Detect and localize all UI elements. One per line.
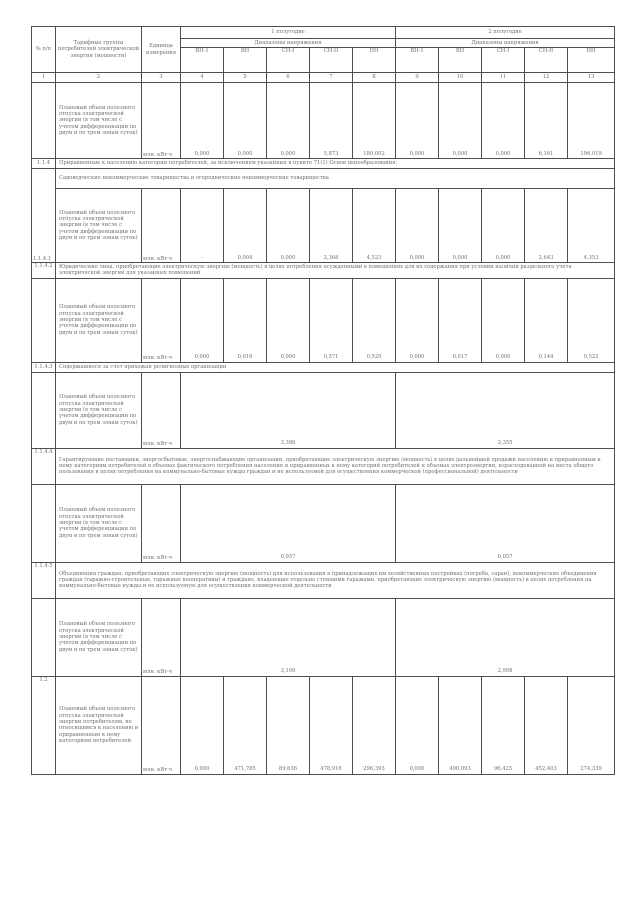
table-row <box>32 372 615 448</box>
value-cell: 452,403 <box>525 676 568 774</box>
second-half-header: 2 полугодие <box>396 27 615 39</box>
value-cell: 2,643 <box>525 189 568 263</box>
voltage-range-header: Диапазоны напряжения <box>396 39 615 48</box>
row-number: 1.1.4.4 <box>32 448 56 484</box>
section-title: Гарантирующие поставщики, энергосбытовые, энергоснабжающие организации, приобретающие электрическую энергию (мощность) в целях дальнейшей продажи населению и приравненным к нему категориям потребителей в объемах фактического потребления населения и приравненных к нему категорий потребителей и объемах электроэнергии, израсходованной на места общего пользования в целях потребления на коммунально-бытовые нужды граждан и не используемой для осуществления коммерческой (профессиональной) деятельности <box>56 448 615 484</box>
column-number: 4 <box>181 73 224 83</box>
indicator-description: Плановый объем полезного отпуска электрической энергии потребителям, не относящимся к населению и приравненным к нему категориям потребителей <box>56 676 142 774</box>
column-number: 7 <box>310 73 353 83</box>
value-cell: 0,000 <box>267 278 310 362</box>
value-cell: 0,000 <box>439 83 482 159</box>
value-cell: 5,873 <box>310 83 353 159</box>
column-number: 6 <box>267 73 310 83</box>
voltage-level-header: ВН <box>224 48 267 73</box>
unit-cell: млн. кВт·ч <box>142 484 181 562</box>
column-number: 10 <box>439 73 482 83</box>
column-number: 1 <box>32 73 56 83</box>
value-cell: 274,339 <box>568 676 615 774</box>
section-row <box>32 362 615 372</box>
value-cell: 2,368 <box>310 189 353 263</box>
voltage-level-header: ВН-1 <box>396 48 439 73</box>
indicator-description: Плановый объем полезного отпуска электрической энергии (в том числе с учетом дифференциации по двум и по трем зонам суток) <box>56 189 142 263</box>
value-cell: 0,000 <box>396 189 439 263</box>
value-cell: 0,000 <box>224 83 267 159</box>
value-cell: 0,000 <box>267 189 310 263</box>
value-cell: 0,000 <box>439 189 482 263</box>
col-unit-header: Единица измерения <box>142 27 181 73</box>
row-number: 1.1.4.5 <box>32 562 56 598</box>
value-cell: 296,393 <box>353 676 396 774</box>
column-number: 8 <box>353 73 396 83</box>
row-number: 1.1.4.3 <box>32 362 56 372</box>
section-title: Юридические лица, приобретающие электрическую энергию (мощность) в целях потребления осужденными в помещениях для их содержания при условии наличия раздельного учета электрической энергии для указанных помещений <box>56 263 615 279</box>
value-cell: 0,144 <box>525 278 568 362</box>
voltage-range-header: Диапазоны напряжения <box>181 39 396 48</box>
value-cell: 0,000 <box>396 278 439 362</box>
table-row <box>32 83 615 159</box>
unit-cell: млн. кВт·ч <box>142 189 181 263</box>
table-row <box>32 484 615 562</box>
value-cell: 0,000 <box>181 278 224 362</box>
value-cell: 6,161 <box>525 83 568 159</box>
first-half-header: 1 полугодие <box>181 27 396 39</box>
unit-cell: млн. кВт·ч <box>142 676 181 774</box>
value-cell: 4,353 <box>568 189 615 263</box>
indicator-description: Плановый объем полезного отпуска электрической энергии (в том числе с учетом дифференциации по двум и по трем зонам суток) <box>56 278 142 362</box>
value-cell: 0,004 <box>224 189 267 263</box>
value-cell: 89,636 <box>267 676 310 774</box>
column-number: 13 <box>568 73 615 83</box>
section-title: Садоводческие некоммерческие товарищества и огороднические некоммерческие товарищества <box>56 169 615 189</box>
unit-cell: млн. кВт·ч <box>142 598 181 676</box>
row-number: 1.1.4.1 <box>32 169 56 263</box>
voltage-level-header: НН <box>353 48 396 73</box>
column-number-row <box>32 73 615 83</box>
header-row <box>32 27 615 39</box>
value-cell: 0,000 <box>482 189 525 263</box>
unit-cell: млн. кВт·ч <box>142 278 181 362</box>
tariff-volume-table <box>31 26 615 775</box>
row-number: 1.1.4.2 <box>32 263 56 279</box>
column-number: 3 <box>142 73 181 83</box>
first-half-total: 3,109 <box>181 598 396 676</box>
indicator-description: Плановый объем полезного отпуска электрической энергии (в том числе с учетом дифференциации по двум и по трем зонам суток) <box>56 372 142 448</box>
value-cell: 0,000 <box>482 278 525 362</box>
value-cell: 0,529 <box>353 278 396 362</box>
first-half-total: 0,057 <box>181 484 396 562</box>
column-number: 2 <box>56 73 142 83</box>
table-row <box>32 189 615 263</box>
voltage-level-header: СН-I <box>267 48 310 73</box>
first-half-total: 3,386 <box>181 372 396 448</box>
row-number: 1.1.4 <box>32 159 56 169</box>
unit-cell: млн. кВт·ч <box>142 83 181 159</box>
section-title: Содержащиеся за счет прихожан религиозные организации <box>56 362 615 372</box>
table-row <box>32 278 615 362</box>
indicator-description: Плановый объем полезного отпуска электрической энергии (в том числе с учетом дифференциации по двум и по трем зонам суток) <box>56 598 142 676</box>
value-cell: 0,522 <box>568 278 615 362</box>
voltage-level-header: ВН-1 <box>181 48 224 73</box>
row-number: 1.2 <box>32 676 56 774</box>
table-row <box>32 598 615 676</box>
section-row <box>32 448 615 484</box>
value-cell: 0,000 <box>482 83 525 159</box>
value-cell: 0,017 <box>439 278 482 362</box>
value-cell: 180,002 <box>353 83 396 159</box>
col-number-header: № п/п <box>32 27 56 73</box>
value-cell: 0,000 <box>181 83 224 159</box>
voltage-level-header: НН <box>568 48 615 73</box>
value-cell: 0,016 <box>224 278 267 362</box>
value-cell: 490,093 <box>439 676 482 774</box>
value-cell: 0,000 <box>396 676 439 774</box>
value-cell: 0,000 <box>267 83 310 159</box>
section-row <box>32 562 615 598</box>
column-number: 11 <box>482 73 525 83</box>
table-row <box>32 676 615 774</box>
value-cell: 471,785 <box>224 676 267 774</box>
indicator-description: Плановый объем полезного отпуска электрической энергии (в том числе с учетом дифференциации по двум и по трем зонам суток) <box>56 83 142 159</box>
section-row <box>32 169 615 189</box>
section-title: Объединения граждан, приобретающих электрическую энергию (мощность) для использования в принадлежащих им хозяйственных постройках (погреба, сараи), некоммерческие объединения граждан (гаражно-строительные, гаражные кооперативы) и граждане, владеющие отдельно стоящими гаражами, приобретающие электрическую энергию (мощность) в целях потребления на коммунально-бытовые нужды и не используемую для осуществления коммерческой деятельности <box>56 562 615 598</box>
value-cell: 478,916 <box>310 676 353 774</box>
value-cell: 96,425 <box>482 676 525 774</box>
unit-cell: млн. кВт·ч <box>142 372 181 448</box>
value-cell: - <box>181 189 224 263</box>
col-group-header: Тарифные группы потребителей электрической энергии (мощности) <box>56 27 142 73</box>
value-cell: 0,000 <box>396 83 439 159</box>
voltage-level-header: ВН <box>439 48 482 73</box>
value-cell: 196,019 <box>568 83 615 159</box>
section-row <box>32 159 615 169</box>
section-title: Приравненные к населению категории потребителей, за исключением указанных в пункте 71(1) Основ ценообразования: <box>56 159 615 169</box>
section-row <box>32 263 615 279</box>
second-half-total: 3,355 <box>396 372 615 448</box>
column-number: 9 <box>396 73 439 83</box>
second-half-total: 0,057 <box>396 484 615 562</box>
voltage-level-header: СН-I <box>482 48 525 73</box>
second-half-total: 2,998 <box>396 598 615 676</box>
value-cell: 4,523 <box>353 189 396 263</box>
indicator-description: Плановый объем полезного отпуска электрической энергии (в том числе с учетом дифференциации по двум и по трем зонам суток) <box>56 484 142 562</box>
voltage-level-header: СН-II <box>525 48 568 73</box>
value-cell: 0,571 <box>310 278 353 362</box>
voltage-level-header: СН-II <box>310 48 353 73</box>
value-cell: 0,000 <box>181 676 224 774</box>
column-number: 12 <box>525 73 568 83</box>
column-number: 5 <box>224 73 267 83</box>
